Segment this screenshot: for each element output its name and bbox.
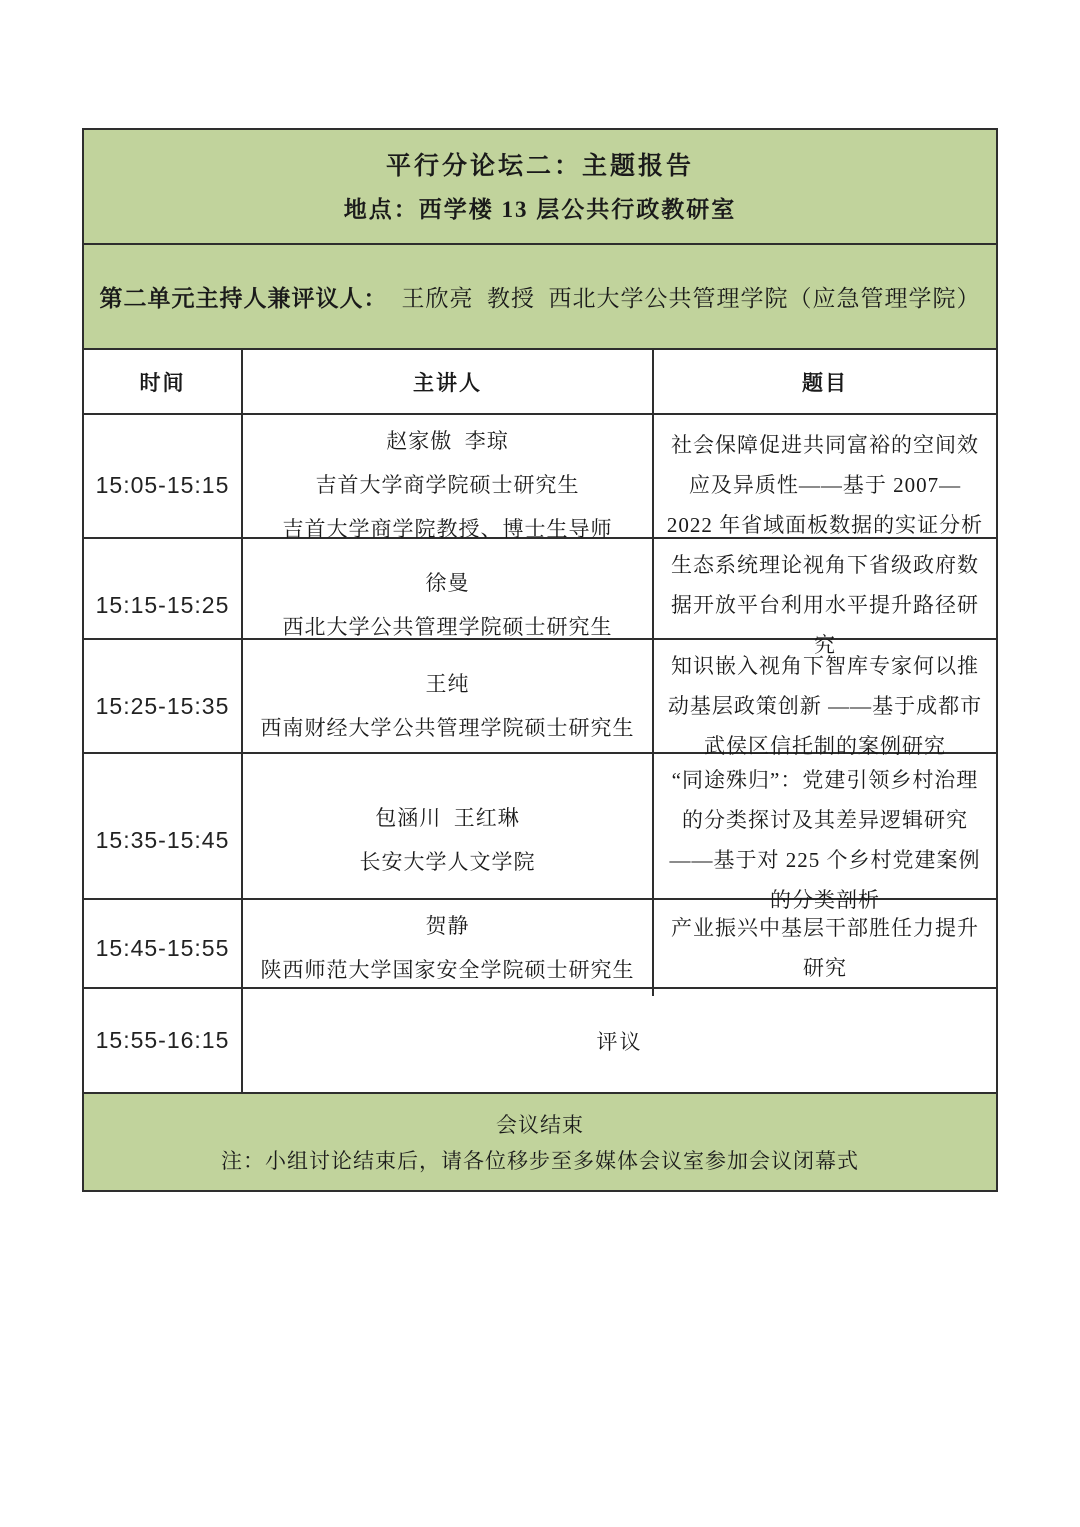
speaker-line: 贺静	[425, 914, 470, 938]
session-speaker	[243, 900, 654, 996]
closing-title: 会议结束	[496, 1113, 584, 1138]
session-time: 15:05-15:15	[84, 415, 243, 555]
speaker-line: 吉首大学商学院教授、博士生导师	[282, 517, 613, 541]
closing-band	[84, 1094, 996, 1190]
session-speaker	[243, 415, 654, 555]
speaker-line: 徐曼	[425, 571, 470, 595]
column-header-topic: 题目	[802, 370, 848, 395]
session-row-5	[84, 900, 996, 989]
table-header-row	[84, 350, 996, 415]
speaker-line: 王纯	[425, 672, 470, 696]
review-time: 15:55-16:15	[84, 989, 243, 1092]
speaker-line: 吉首大学商学院硕士研究生	[315, 473, 580, 497]
moderator-label: 第二单元主持人兼评议人：	[99, 286, 388, 311]
speaker-line: 西北大学公共管理学院硕士研究生	[282, 615, 613, 639]
session-topic	[654, 900, 996, 996]
topic-text: 产业振兴中基层干部胜任力提升研究	[671, 916, 979, 980]
session-time: 15:25-15:35	[84, 640, 243, 772]
speaker-line: 西南财经大学公共管理学院硕士研究生	[260, 716, 635, 740]
topic-text: 社会保障促进共同富裕的空间效应及异质性——基于 2007—2022 年省域面板数据的实证分析	[666, 433, 984, 537]
topic-text: “同途殊归”：党建引领乡村治理的分类探讨及其差异逻辑研究——基于对 225 个乡村党建案例的分类剖析	[669, 768, 981, 912]
moderator-value: 王欣亮 教授 西北大学公共管理学院（应急管理学院）	[401, 286, 981, 311]
session-time: 15:15-15:25	[84, 539, 243, 671]
review-row	[84, 989, 996, 1094]
topic-text: 知识嵌入视角下智库专家何以推动基层政策创新 ——基于成都市武侯区信托制的案例研究	[667, 654, 983, 758]
column-header-speaker: 主讲人	[243, 350, 654, 413]
session-time: 15:45-15:55	[84, 900, 243, 996]
session-topic	[654, 640, 996, 772]
session-row-3	[84, 640, 996, 758]
speaker-line: 陕西师范大学国家安全学院硕士研究生	[260, 958, 635, 982]
speaker-line: 包涵川 王红琳	[375, 806, 520, 830]
session-speaker	[243, 640, 654, 772]
column-header-time: 时间	[84, 350, 243, 413]
review-label: 评议	[596, 1029, 643, 1054]
forum-header-band	[84, 130, 996, 245]
speaker-line: 长安大学人文学院	[359, 850, 536, 874]
forum-location: 地点：西学楼 13 层公共行政教研室	[343, 196, 737, 222]
speaker-line: 赵家傲 李琼	[386, 429, 509, 453]
moderator-band	[84, 245, 996, 350]
forum-title: 平行分论坛二：主题报告	[385, 152, 694, 180]
session-topic	[654, 415, 996, 555]
schedule-table	[82, 128, 998, 1192]
session-time: 15:35-15:45	[84, 754, 243, 926]
session-row-4	[84, 754, 996, 912]
closing-note: 注：小组讨论结束后，请各位移步至多媒体会议室参加会议闭幕式	[221, 1148, 859, 1173]
session-row-2	[84, 539, 996, 657]
session-row-1	[84, 415, 996, 539]
topic-text: 生态系统理论视角下省级政府数据开放平台利用水平提升路径研究	[671, 553, 979, 657]
